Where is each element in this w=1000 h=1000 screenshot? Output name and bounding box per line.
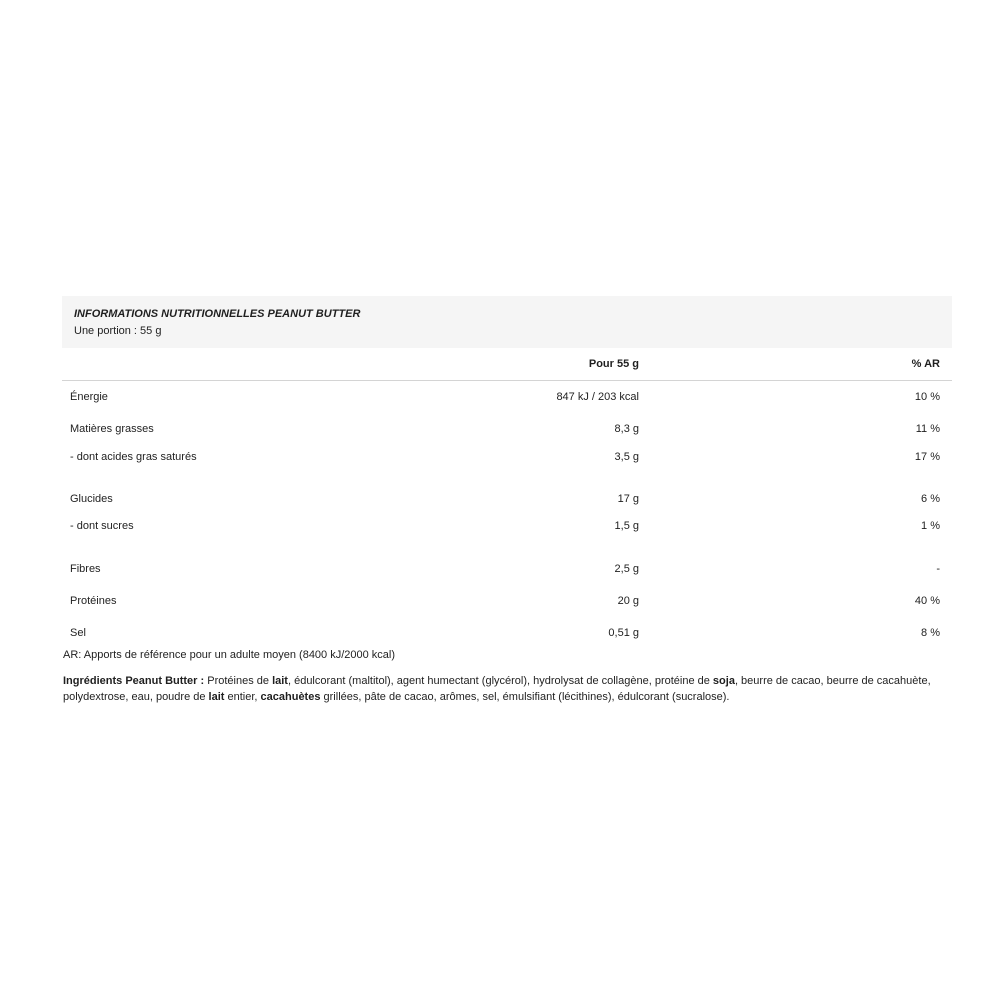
ingredients-label: Ingrédients Peanut Butter : — [63, 675, 205, 687]
nutrient-value: 8,3 g — [614, 422, 639, 435]
ingredients-text — [62, 673, 952, 705]
nutrient-name: Énergie — [70, 391, 108, 403]
nutrition-header — [62, 296, 952, 348]
ingredient-allergen: lait — [272, 675, 288, 687]
ingredient-part: , édulcorant (maltitol), agent humectant (glycérol), hydrolysat de collagène, protéine de — [287, 675, 713, 687]
ingredient-part: grillées, pâte de cacao, arômes, sel, émulsifiant (lécithines), édulcorant (sucralose). — [320, 691, 730, 703]
table-row — [62, 413, 952, 444]
table-row — [62, 582, 952, 620]
nutrient-value: 847 kJ / 203 kcal — [556, 391, 639, 403]
nutrient-value: 3,5 g — [614, 451, 639, 463]
row-spacer — [62, 540, 952, 556]
table-row — [62, 556, 952, 582]
column-header-nutrient — [62, 348, 450, 381]
table-row — [62, 381, 952, 414]
nutrition-title: INFORMATIONS NUTRITIONNELLES PEANUT BUTTER — [74, 308, 361, 320]
column-header-ar: % AR — [646, 348, 952, 381]
nutrient-value: 2,5 g — [614, 563, 639, 575]
ar-footnote: AR: Apports de référence pour un adulte moyen (8400 kJ/2000 kcal) — [63, 649, 396, 661]
ingredient-part: Protéines de — [204, 675, 273, 687]
ingredient-allergen: cacahuètes — [260, 691, 321, 703]
nutrition-panel — [62, 296, 952, 705]
column-header-per-portion: Pour 55 g — [450, 348, 646, 381]
nutrient-name: - dont sucres — [70, 520, 134, 532]
nutrient-ar: 11 % — [915, 422, 940, 435]
ingredient-part: entier, — [224, 691, 261, 703]
nutrient-name: Matières grasses — [70, 422, 154, 435]
nutrient-ar: 8 % — [921, 627, 940, 639]
nutrient-value: 20 g — [617, 595, 639, 607]
ingredient-part: , beurre de cacao, beurre de cacahuète, polydextrose, eau, poudre de — [63, 675, 931, 703]
nutrient-name: Sel — [70, 627, 86, 639]
table-row — [62, 486, 952, 512]
table-row — [62, 512, 952, 540]
nutrient-name: Protéines — [70, 595, 117, 607]
nutrient-ar: 40 % — [914, 595, 940, 607]
nutrient-value: 0,51 g — [608, 627, 639, 639]
nutrient-value: 17 g — [617, 493, 639, 505]
nutrient-ar: 1 % — [921, 520, 940, 532]
nutrient-name: Glucides — [70, 493, 113, 505]
table-header-row — [62, 348, 952, 381]
nutrient-name: - dont acides gras saturés — [70, 451, 197, 463]
nutrient-ar: 17 % — [914, 451, 940, 463]
nutrient-ar: - — [936, 563, 940, 575]
row-spacer — [62, 470, 952, 486]
nutrient-name: Fibres — [70, 563, 101, 575]
ingredient-allergen: lait — [208, 691, 225, 703]
nutrient-ar: 6 % — [921, 493, 940, 505]
table-row — [62, 444, 952, 470]
table-row — [62, 620, 952, 646]
ingredient-allergen: soja — [712, 675, 735, 687]
portion-size: Une portion : 55 g — [74, 325, 162, 337]
nutrient-ar: 10 % — [914, 391, 940, 403]
nutrient-value: 1,5 g — [614, 520, 639, 532]
nutrition-table — [62, 348, 952, 646]
